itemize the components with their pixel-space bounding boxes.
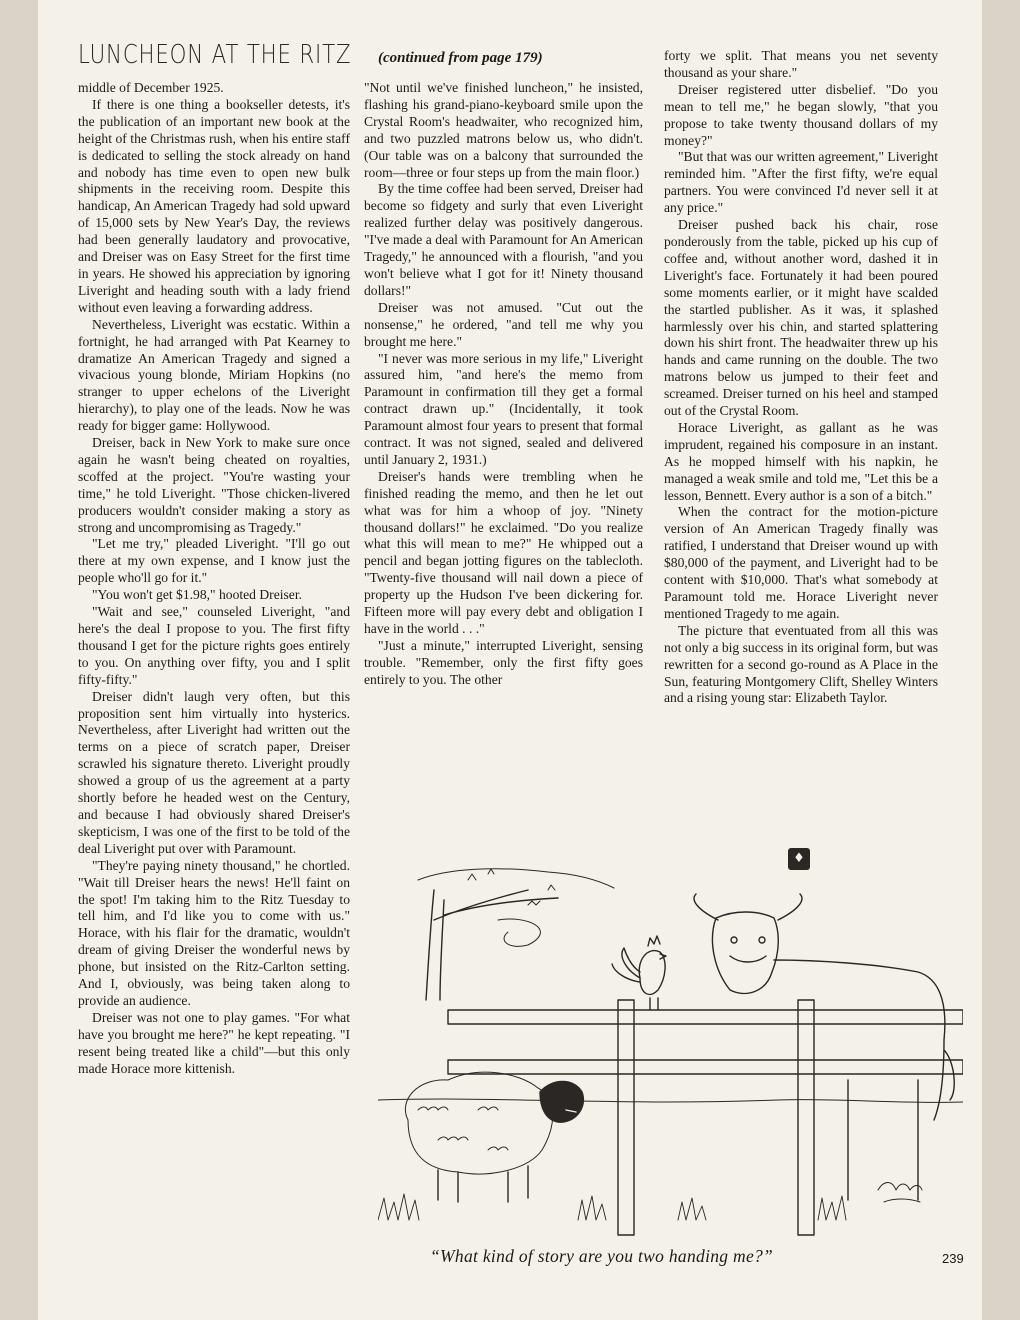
continued-note: (continued from page 179) (378, 50, 543, 66)
paragraph: Dreiser's hands were trembling when he finished reading the memo, and then he let out what was for him a whoop of joy. "Ninety thousand dollars!" he exclaimed. "Do you realize what this will mean to me?" He whipped out a pencil and began jotting figures on the tablecloth. "Twenty-five thousand will nail down a piece of property up the Hudson I've been dickering for. Fifteen more will pay every debt and obligation I have in the world . . ." (364, 468, 643, 636)
magazine-page (38, 0, 982, 1320)
page-number: 239 (942, 1251, 964, 1266)
paragraph: Dreiser pushed back his chair, rose ponderously from the table, picked up his cup of coffee and, without another word, dashed it in Liveright's face. Fortunately it had been poured some moments earlier, or it might have scalded the startled publisher. As it was, it splashed harmlessly over his chin, and started splattering down his shirt front. The headwaiter threw up his hands and came running on the double. The two matrons below us jumped to their feet and screamed. Dreiser turned on his heel and stamped out of the Crystal Room. (664, 217, 938, 419)
paragraph: "I never was more serious in my life," Liveright assured him, "and here's the memo from Paramount in confirmation till they get a formal contract drawn up." (Incidentally, it took Paramount almost four years to present that formal contract. It was not signed, sealed and delivered until January 2, 1931.) (364, 350, 643, 467)
paragraph: If there is one thing a bookseller detests, it's the publication of an important new book at the height of the Christmas rush, when his entire staff is dedicated to selling the stock already on hand and nobody has time even to open new bulk shipments in the receiving room. Despite this handicap, An American Tragedy had sold upward of 15,000 sets by New Year's Day, the reviews had been generally laudatory and provocative, and Dreiser was on Easy Street for the first time in years. He showed his appreciation by ignoring Liveright and heading south with a lady friend without even leaving a forwarding address. (78, 96, 350, 315)
paragraph: Horace Liveright, as gallant as he was imprudent, regained his composure in an instant. As he mopped himself with his napkin, he managed a weak smile and told me, "Let this be a lesson, Bennett. Every author is a son of a bitch." (664, 419, 938, 503)
paragraph: middle of December 1925. (78, 80, 224, 95)
paragraph: Dreiser didn't laugh very often, but this proposition sent him virtually into hysterics. Nevertheless, after Liveright had written out the terms on a piece of scratch paper, Dreiser scrawled his signature thereto. Liveright proudly showed a group of us the agreement at a party shortly before he headed west on the Century, and because I had obviously shared Dreiser's skepticism, I was one of the first to be told of the deal Liveright put over with Paramount. (78, 688, 350, 856)
paragraph: The picture that eventuated from all this was not only a big success in its original form, but was rewritten for a second go-round as A Place in the Sun, featuring Montgomery Clift, Shelley Winters and a rising young star: Elizabeth Taylor. (664, 622, 938, 706)
article-header (78, 40, 638, 76)
paragraph: "They're paying ninety thousand," he chortled. "Wait till Dreiser hears the news! He'll faint on the spot! I'm taking him to the Ritz Tuesday to tell him, and I'd like you to come with us." Horace, with his flair for the dramatic, wouldn't dream of giving Dreiser the wonderful news by phone, but insisted on the Ritz-Carlton setting. And I, obviously, was being taken along to provide an audience. (78, 857, 350, 1008)
paragraph: "Not until we've finished luncheon," he insisted, flashing his grand-piano-keyboard smile upon the Crystal Room's headwaiter, who recognized him, and two puzzled matrons below us, who didn't. (Our table was on a balcony that surrounded the room—three or four steps up from the main floor.) (364, 80, 643, 180)
cartoon-illustration (378, 860, 963, 1240)
rabbit-head-icon: ♦ (788, 848, 810, 870)
paragraph: When the contract for the motion-picture version of An American Tragedy finally was ratified, I understand that Dreiser wound up with $80,000 of the payment, and Liveright had to be content with $10,000. That's what somebody at Paramount told me. Horace Liveright never mentioned Tragedy to me again. (664, 504, 938, 621)
paragraph: "Just a minute," interrupted Liveright, sensing trouble. "Remember, only the first fifty goes entirely to you. The other (364, 637, 643, 687)
paragraph: "But that was our written agreement," Liveright reminded him. "After the first fifty, we're equal partners. You were convinced I'd never sell it at any price." (664, 149, 938, 216)
column-2 (364, 80, 643, 689)
paragraph: forty we split. That means you net seventy thousand as your share." (664, 48, 938, 80)
paragraph: "Let me try," pleaded Liveright. "I'll go out there at my own expense, and I know just the people who'll go for it." (78, 536, 350, 586)
column-1 (78, 80, 350, 1077)
paragraph: By the time coffee had been served, Dreiser had become so fidgety and surly that even Liveright realized further delay was positively dangerous. "I've made a deal with Paramount for An American Tragedy," he announced with a flourish, "and you won't believe what I got for it! Ninety thousand dollars!" (364, 181, 643, 298)
paragraph: Nevertheless, Liveright was ecstatic. Within a fortnight, he had arranged with Pat Kearney to dramatize An American Tragedy and signed a vivacious young blonde, Miriam Hopkins (no stranger to upper echelons of the Liveright hierarchy), to play one of the leads. Now he was ready for bigger game: Hollywood. (78, 316, 350, 434)
paragraph: "You won't get $1.98," hooted Dreiser. (92, 587, 303, 603)
article-title: LUNCHEON AT THE RITZ (78, 40, 352, 70)
paragraph: "Wait and see," counseled Liveright, "and here's the deal I propose to you. The first fifty thousand I get for the picture rights goes entirely to you. On anything over fifty, you and I split fifty-fifty." (78, 604, 350, 687)
paragraph: Dreiser was not amused. "Cut out the nonsense," he ordered, "and tell me why you brought me here." (364, 299, 643, 349)
column-3 (664, 48, 938, 707)
paragraph: Dreiser, back in New York to make sure once again he wasn't being cheated on royalties, scoffed at the project. "You're wasting your time," he told Liveright. "Those chicken-livered producers wouldn't consider making a story as strong and uncompromising as Tragedy." (78, 435, 350, 535)
paragraph: Dreiser was not one to play games. "For what have you brought me here?" he kept repeating. "I resent being treated like a child"—but this only made Horace more kittenish. (78, 1009, 350, 1076)
paragraph: Dreiser registered utter disbelief. "Do you mean to tell me," he began slowly, "that you propose to take twenty thousand dollars of my money?" (664, 81, 938, 148)
cartoon-caption: “What kind of story are you two handing me?” (430, 1246, 774, 1266)
